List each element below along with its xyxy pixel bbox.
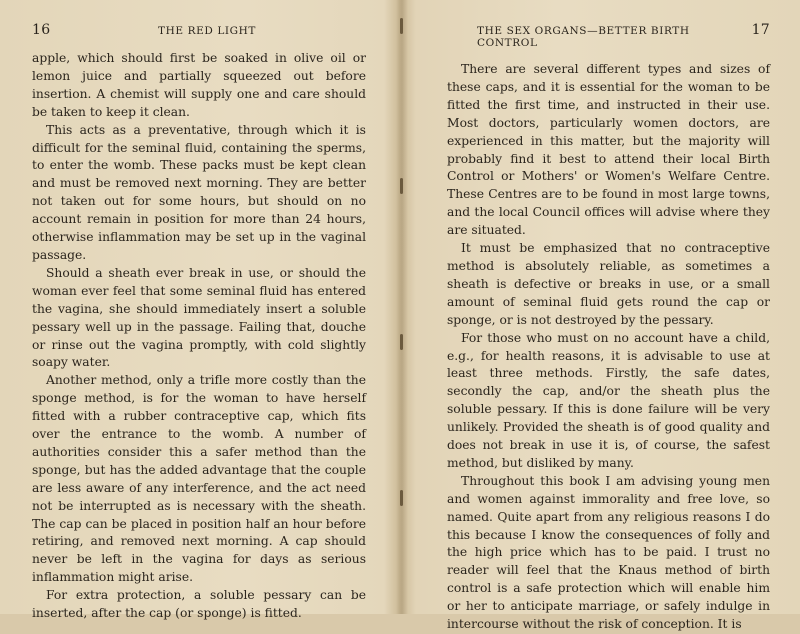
paragraph: For those who must on no account have a child, e.g., for health reasons, it is advisable to use at least three methods. Firstly, the safe dates, secondly the cap, and/or the sheath plus the soluble pessary. If this is done failure will be very unlikely. Provided the sheath is of good quality and does not break in use it is, of course, the safest method, but disliked by many. [447, 330, 770, 470]
paragraph: This acts as a preventative, through which it is difficult for the seminal fluid, containing the sperms, to enter the womb. These packs must be kept clean and must be removed next morning. They are better not taken out for some hours, but should on no account remain in position for more than 24 hours, otherwise inflammation may be set up in the vaginal passage. [32, 122, 366, 262]
page-number: 16 [32, 22, 51, 38]
paragraph: There are several different types and sizes of these caps, and it is essential for the woman to be fitted the first time, and instructed in their use. Most doctors, particularly women doctors, are experienced in this matter, but the majority will probably find it best to attend their local Birth Control or Mothers' or Women's Welfare Centre. These Centres are to be found in most large towns, and the local Council offices will advise where they are situated. [447, 62, 770, 238]
left-page-text [32, 50, 366, 623]
paragraph: It must be emphasized that no contraceptive method is absolutely reliable, as sometimes a sheath is defective or breaks in use, or a small amount of seminal fluid gets round the cap or sponge, or is not destroyed by the pessary. [447, 241, 770, 327]
binding-stitch [400, 334, 403, 350]
running-title: THE SEX ORGANS—BETTER BIRTH CONTROL [477, 25, 690, 49]
paragraph: Throughout this book I am advising young men and women against immorality and free love, so named. Quite apart from any religious reasons I do this because I know the consequences of folly and the high price which has to be paid. I trust no reader will feel that the Knaus method of birth control is a safe protection which will enable him or her to anticipate marriage, or safely indulge in intercourse without the risk of conception. It is [447, 473, 770, 632]
paragraph: Should a sheath ever break in use, or should the woman ever feel that some seminal fluid has entered the vagina, she should immediately insert a soluble pessary well up in the passage. Failing that, douche or rinse out the vagina promptly, with cold slightly soapy water. [32, 265, 366, 370]
page-number: 17 [751, 22, 770, 38]
left-page-header [32, 22, 366, 38]
paragraph: Another method, only a trifle more costly than the sponge method, is for the woman to have herself fitted with a rubber contraceptive cap, which fits over the entrance to the womb. A number of authorities consider this a safer method than the sponge, but has the added advantage that the couple are less aware of any interference, and the act need not be interrupted as is necessary with the sheath. The cap can be placed in position half an hour before retiring, and removed next morning. A cap should never be left in the vagina for days as serious inflammation might arise. [32, 373, 366, 585]
running-title: THE RED LIGHT [158, 25, 256, 37]
right-page-text [447, 61, 770, 634]
binding-stitch [400, 178, 403, 194]
binding-stitch [400, 490, 403, 506]
binding-stitch [400, 18, 403, 34]
left-page [0, 0, 400, 621]
paragraph: apple, which should first be soaked in olive oil or lemon juice and partially squeezed out before insertion. A chemist will supply one and care should be taken to keep it clean. [32, 51, 366, 119]
paragraph: For extra protection, a soluble pessary can be inserted, after the cap (or sponge) is fitted. [32, 588, 366, 621]
right-page [405, 0, 800, 632]
right-page-header [447, 22, 770, 49]
